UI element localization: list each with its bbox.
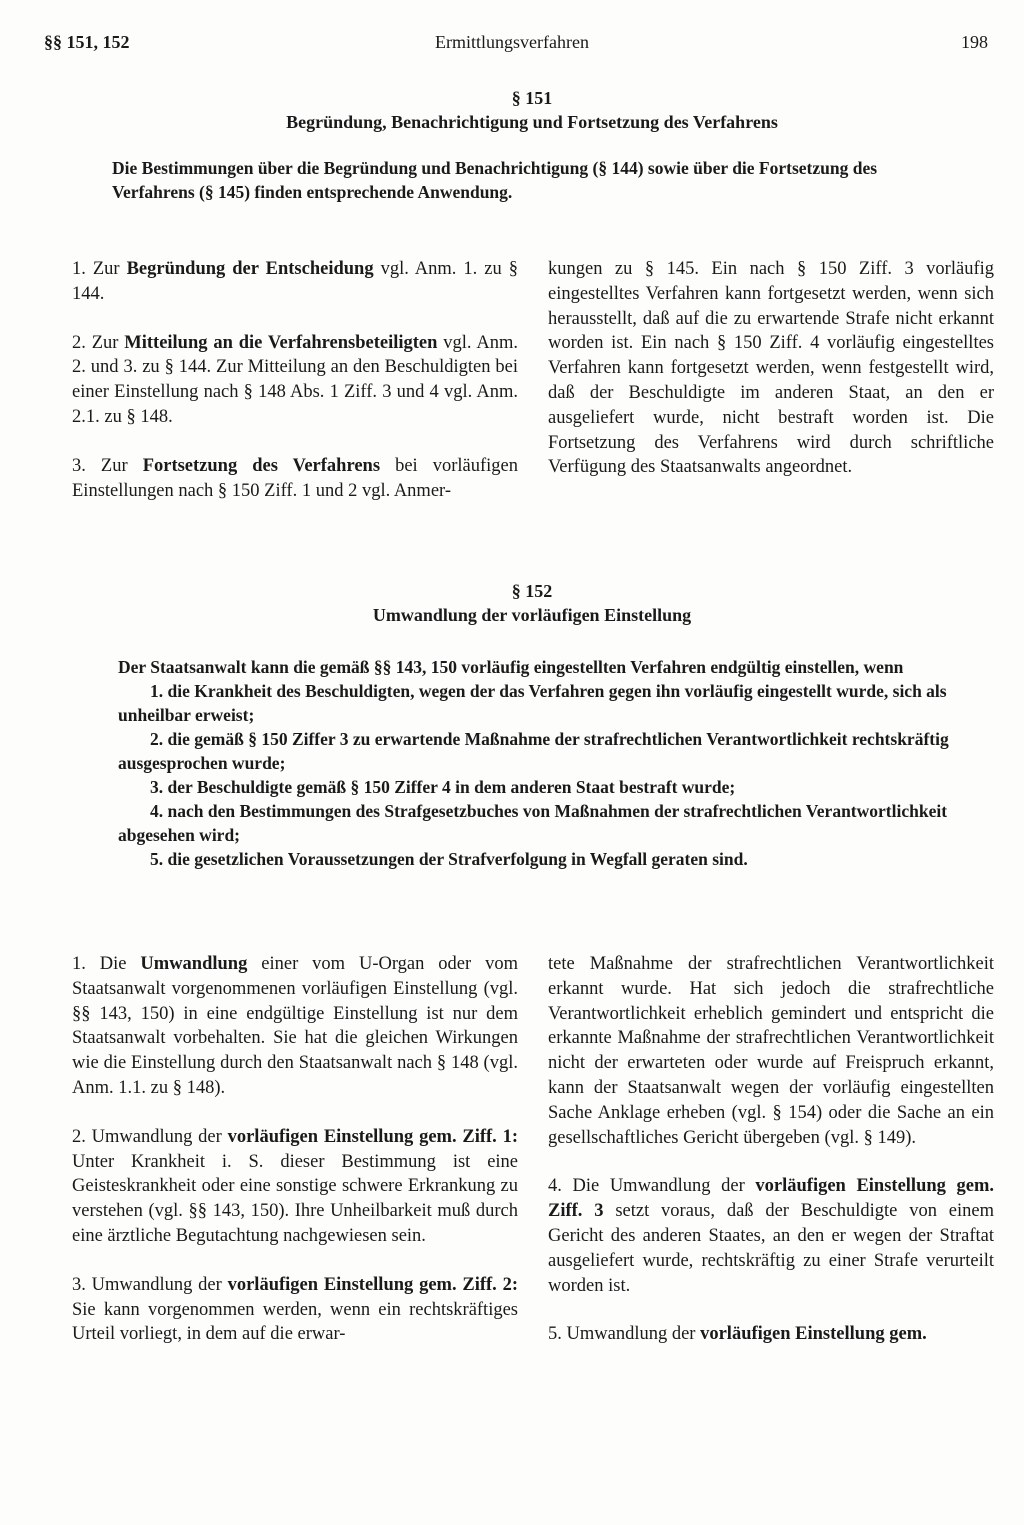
section-151-statute: Die Bestimmungen über die Begründung und Benachrichtigung (§ 144) sowie über die Fortsetzung des Verfahrens (§ 145) finden entsprechende Anwendung.: [112, 158, 878, 202]
page-number: 198: [961, 32, 988, 52]
running-header-sections: §§ 151, 152: [44, 32, 130, 52]
note-paragraph: 1. Zur Begründung der Entscheidung vgl. Anm. 1. zu § 144.: [72, 259, 518, 304]
section-152-notes-left: [72, 952, 518, 1347]
note-paragraph: 3. Zur Fortsetzung des Verfahrens bei vorläufigen Einstellungen nach § 150 Ziff. 1 und 2 vgl. Anmer-: [72, 455, 519, 501]
statute-item: 1. die Krankheit des Beschuldigten, wegen der das Verfahren gegen ihn vorläufig eingestellt wurde, sich als unheilbar erweist;: [118, 681, 947, 725]
section-151-title: Begründung, Benachrichtigung und Fortsetzung des Verfahrens: [286, 112, 778, 132]
statute-item: 3. der Beschuldigte gemäß § 150 Ziffer 4 in dem anderen Staat bestraft wurde;: [150, 777, 736, 797]
section-152-number: § 152: [511, 581, 553, 601]
note-paragraph: tete Maßnahme der strafrechtlichen Verantwortlichkeit erkannt wurde. Hat sich jedoch die strafrechtliche Verantwortlichkeit erheblich gemindert und entspricht die erkannte Maßnahme der strafrechtlichen Verantwortlichkeit nicht der erwarteten oder wurde auf Freispruch erkannt, kann der Staatsanwalt wegen der vorläufig eingestellten Sache Anklage erheben (vgl. § 154) oder die Sache an ein gesellschaftliches Gericht übergeben (vgl. § 149).: [548, 954, 994, 1148]
section-152-title: Umwandlung der vorläufigen Einstellung: [372, 605, 692, 625]
note-paragraph: 2. Umwandlung der vorläufigen Einstellung gem. Ziff. 1: Unter Krankheit i. S. dieser Bestimmung ist eine Geisteskrankheit oder eine sonstige schwere Erkrankung zu verstehen (vgl. §§ 143, 150). Ihre Unheilbarkeit muß durch eine ärztliche Begutachtung nachgewiesen sein.: [72, 1126, 518, 1246]
note-paragraph: kungen zu § 145. Ein nach § 150 Ziff. 3 vorläufig eingestelltes Verfahren kann fortgesetzt werden, wenn sich herausstellt, daß auf die zu erwartende Strafe nicht erkannt worden ist. Ein nach § 150 Ziff. 4 vorläufig eingestelltes Verfahren kann fortgesetzt werden, wenn festgestellt wird, daß der Beschuldigte im anderen Staat, an den er ausgeliefert wurde, nicht bestraft worden ist. Die Fortsetzung des Verfahrens wird durch schriftliche Verfügung des Staatsanwalts angeordnet.: [548, 259, 994, 478]
statute-intro: Der Staatsanwalt kann die gemäß §§ 143, 150 vorläufig eingestellten Verfahren endgültig einstellen, wenn: [118, 657, 904, 677]
note-paragraph: 1. Die Umwandlung einer vom U-Organ oder vom Staatsanwalt vorgenommenen vorläufigen Einstellung (vgl. §§ 143, 150) in eine endgültige Einstellung ist nur dem Staatsanwalt vorbehalten. Sie hat die gleichen Wirkungen wie die Einstellung durch den Staatsanwalt nach § 148 (vgl. Anm. 1.1. zu § 148).: [72, 954, 518, 1098]
section-151-notes-left: [72, 257, 518, 503]
note-paragraph: 2. Zur Mitteilung an die Verfahrensbeteiligten vgl. Anm. 2. und 3. zu § 144. Zur Mitteilung an den Beschuldigten bei einer Einstellung nach § 148 Abs. 1 Ziff. 3 und 4 vgl. Anm. 2.1. zu § 148.: [72, 332, 518, 427]
statute-item: 2. die gemäß § 150 Ziffer 3 zu erwartende Maßnahme der strafrechtlichen Verantwortlichkeit rechtskräftig ausgesprochen wurde;: [118, 729, 949, 773]
note-paragraph: 4. Die Umwandlung der vorläufigen Einstellung gem. Ziff. 3 setzt voraus, daß der Beschuldigte von einem Gericht des anderen Staates, an den er wegen der Straftat ausgeliefert wurde, rechtskräftig zu einer Strafe verurteilt worden ist.: [548, 1176, 995, 1296]
note-paragraph: 3. Umwandlung der vorläufigen Einstellung gem. Ziff. 2: Sie kann vorgenommen werden, wenn ein rechtskräftiges Urteil vorliegt, in dem auf die erwar-: [72, 1274, 518, 1345]
running-header-title: Ermittlungsverfahren: [435, 32, 589, 52]
section-152-statute: [118, 655, 954, 871]
section-151-number: § 151: [511, 88, 553, 108]
section-151-notes-right: [548, 257, 994, 480]
section-152-notes-right: [548, 952, 994, 1347]
note-paragraph: 5. Umwandlung der vorläufigen Einstellung gem.: [548, 1324, 927, 1345]
statute-item: 5. die gesetzlichen Voraussetzungen der Strafverfolgung in Wegfall geraten sind.: [150, 849, 748, 869]
statute-item: 4. nach den Bestimmungen des Strafgesetzbuches von Maßnahmen der strafrechtlichen Verantwortlichkeit abgesehen wird;: [118, 801, 948, 845]
